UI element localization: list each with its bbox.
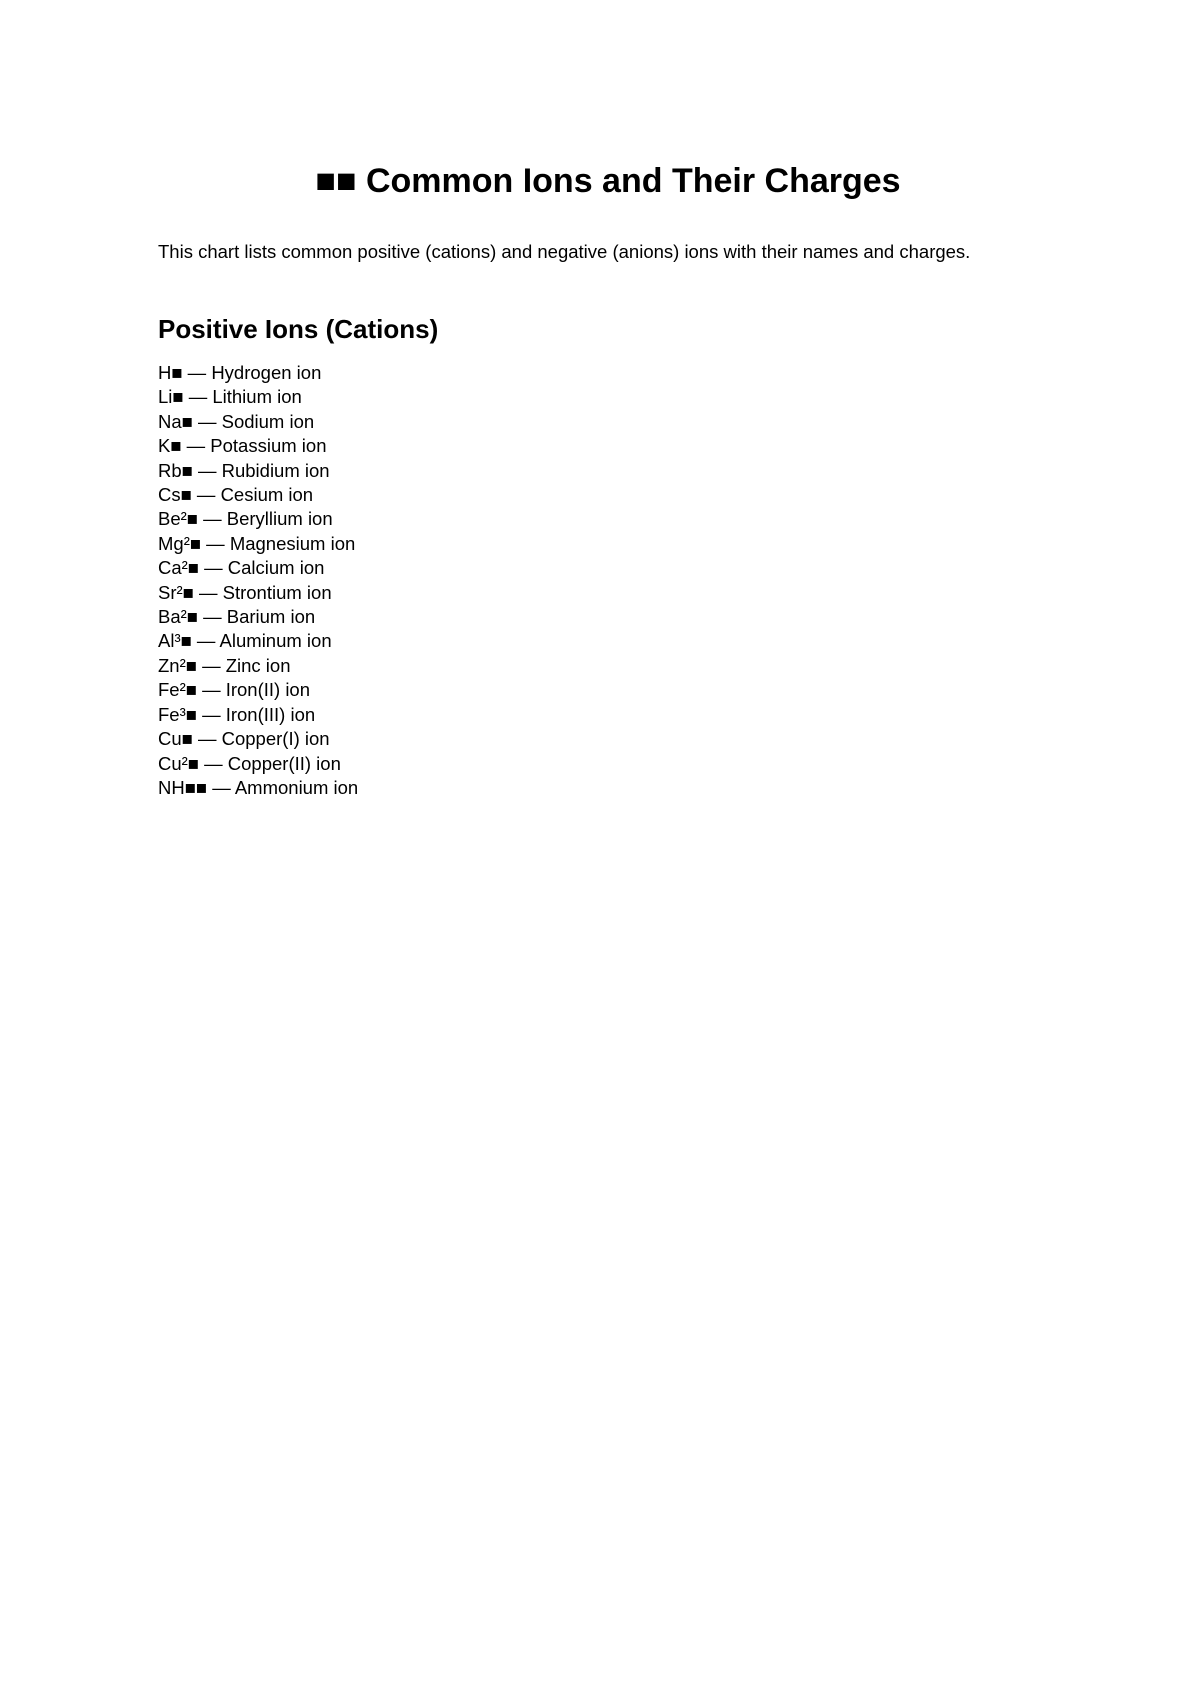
intro-paragraph: This chart lists common positive (cations) and negative (anions) ions with their names and charges. bbox=[158, 241, 971, 262]
list-item: Ca²■ — Calcium ion bbox=[158, 557, 325, 579]
list-item: Na■ — Sodium ion bbox=[158, 410, 315, 432]
list-item: Fe³■ — Iron(III) ion bbox=[158, 703, 316, 725]
page-title: ■■ Common Ions and Their Charges bbox=[315, 162, 901, 200]
cation-list bbox=[158, 361, 358, 800]
list-item: Zn²■ — Zinc ion bbox=[158, 654, 291, 676]
list-item: Rb■ — Rubidium ion bbox=[158, 459, 330, 481]
list-item: Cs■ — Cesium ion bbox=[158, 484, 314, 506]
list-item: Cu■ — Copper(I) ion bbox=[158, 728, 330, 750]
list-item: NH■■ — Ammonium ion bbox=[158, 776, 359, 798]
list-item: Mg²■ — Magnesium ion bbox=[158, 532, 356, 554]
list-item: Fe²■ — Iron(II) ion bbox=[158, 679, 311, 701]
list-item: Be²■ — Beryllium ion bbox=[158, 508, 333, 530]
list-item: Li■ — Lithium ion bbox=[158, 386, 302, 408]
list-item: Sr²■ — Strontium ion bbox=[158, 581, 332, 603]
list-item: Cu²■ — Copper(II) ion bbox=[158, 752, 341, 774]
list-item: Ba²■ — Barium ion bbox=[158, 606, 316, 628]
section-heading-cations: Positive Ions (Cations) bbox=[158, 314, 439, 344]
list-item: Al³■ — Aluminum ion bbox=[158, 630, 332, 652]
list-item: H■ — Hydrogen ion bbox=[158, 362, 322, 383]
list-item: K■ — Potassium ion bbox=[158, 435, 327, 457]
